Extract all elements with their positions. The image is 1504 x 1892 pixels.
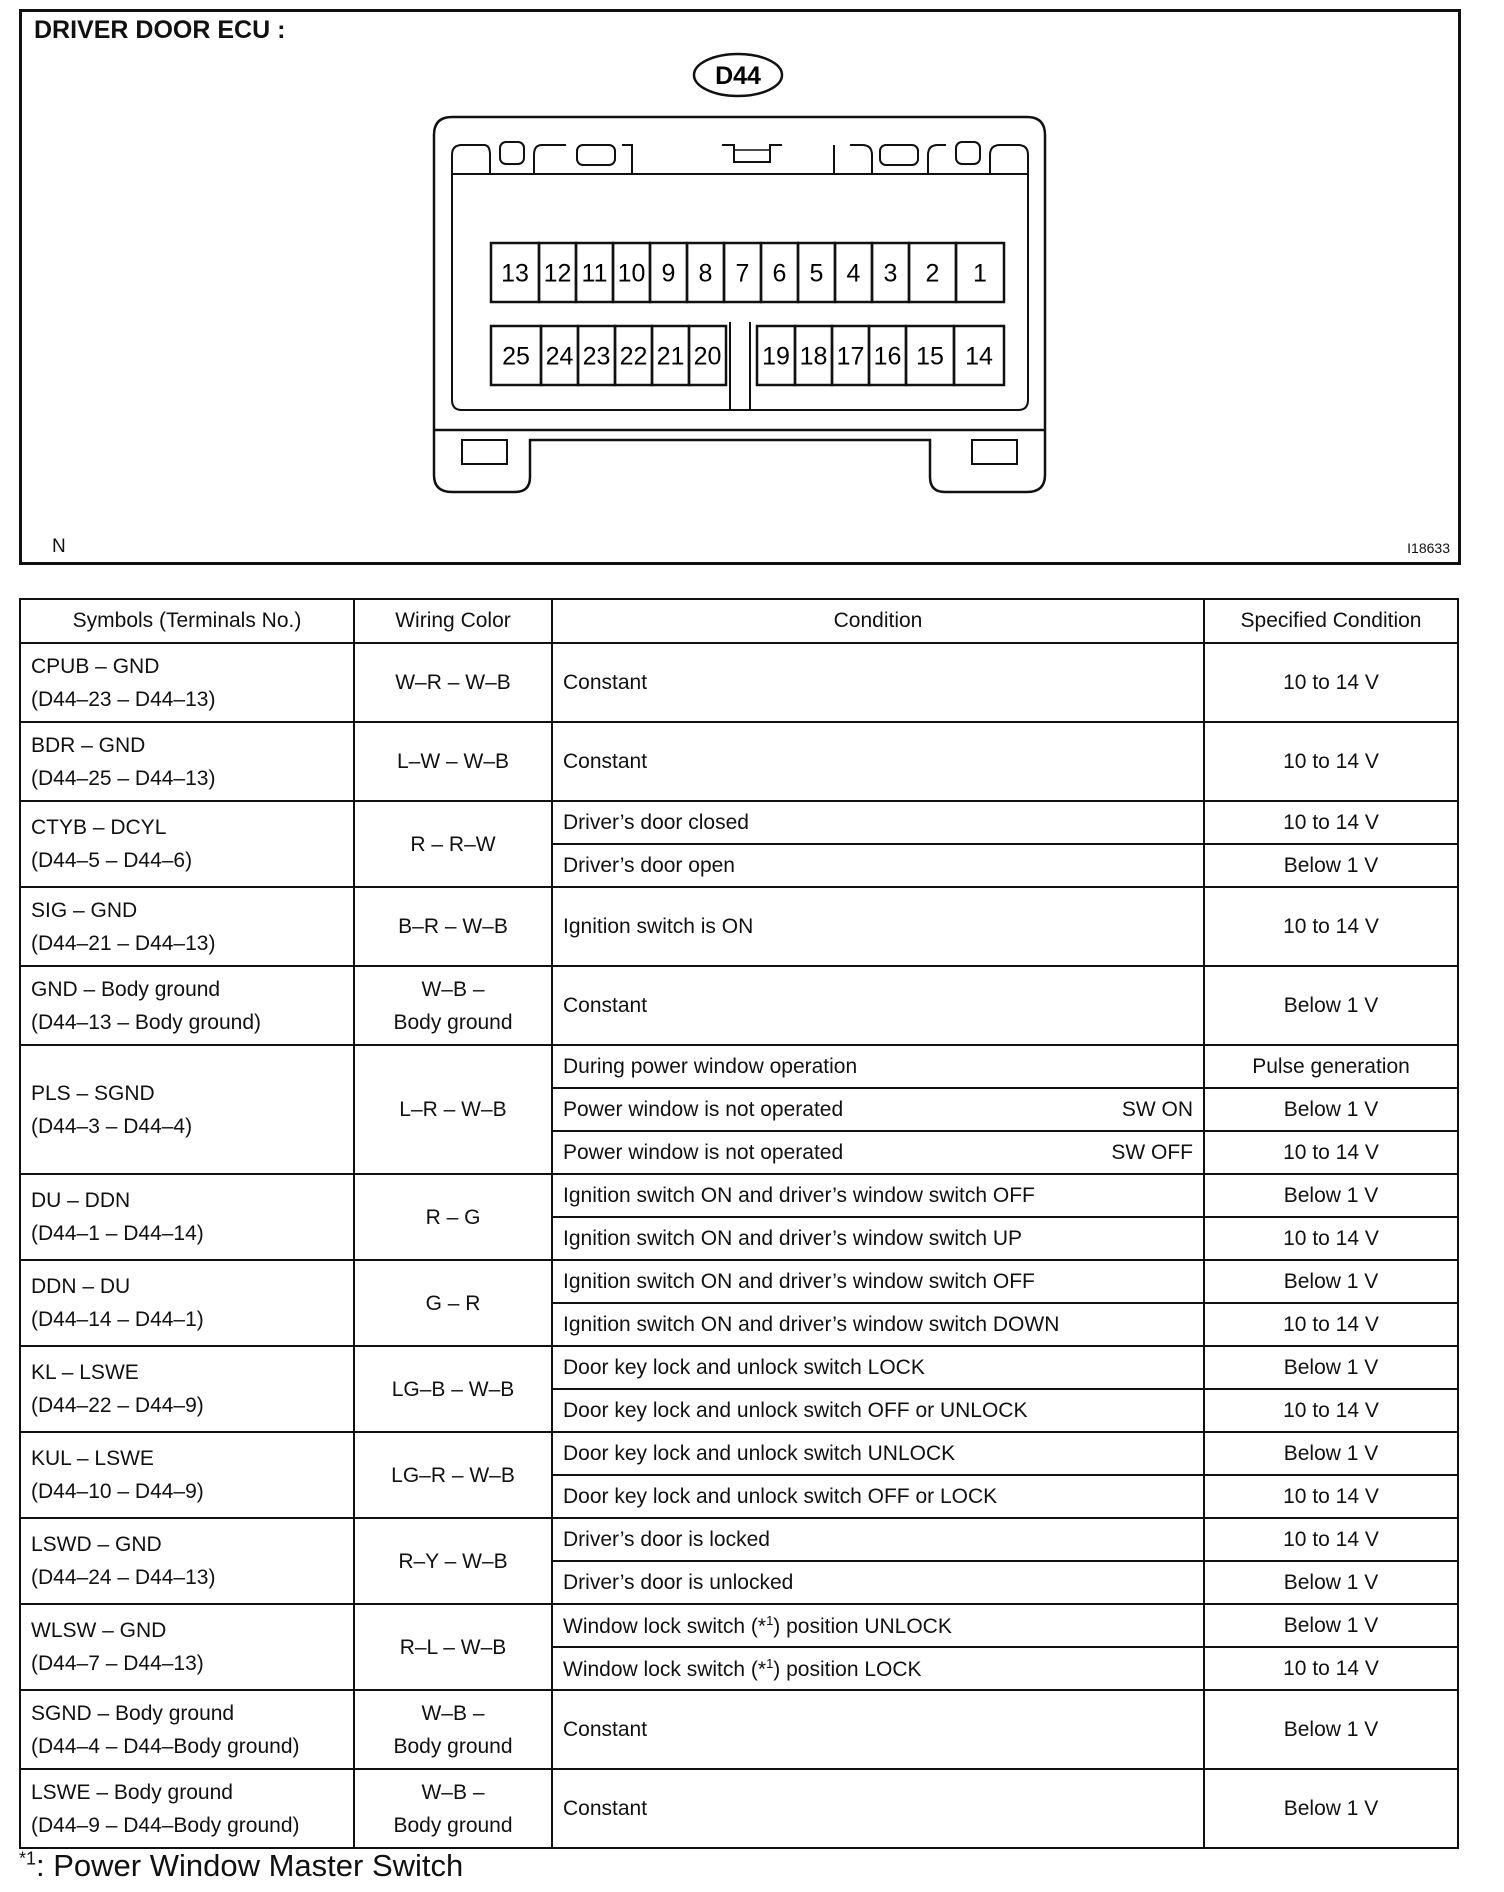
cell-wiring-color — [354, 1260, 552, 1346]
cell-condition — [552, 887, 1204, 966]
wiring-color: W–B – — [421, 977, 485, 1001]
condition-text: Ignition switch is ON — [563, 914, 754, 938]
terminal-numbers: (D44–13 – Body ground) — [31, 1010, 261, 1034]
header-condition: Condition — [552, 599, 1204, 643]
footnote — [19, 1848, 463, 1884]
wiring-color: LG–B – W–B — [391, 1377, 515, 1401]
table-row — [20, 1045, 1458, 1088]
cell-condition — [552, 1561, 1204, 1604]
wiring-color-line2: Body ground — [393, 1734, 513, 1758]
footnote-mark: *1 — [19, 1848, 37, 1869]
pin-number: 5 — [809, 259, 824, 288]
pin-number: 7 — [735, 259, 750, 288]
cell-condition — [552, 801, 1204, 844]
pin-number: 20 — [693, 342, 722, 371]
condition-text: Driver’s door is unlocked — [563, 1570, 794, 1594]
wiring-color: R–L – W–B — [399, 1635, 507, 1659]
symbol-pair: LSWD – GND — [31, 1533, 162, 1556]
wiring-color: R – G — [425, 1205, 481, 1229]
connector-housing — [434, 117, 1045, 492]
cell-specified-condition: Below 1 V — [1204, 1088, 1458, 1131]
table-header-row — [20, 599, 1458, 643]
figure-id: I18633 — [1407, 540, 1450, 556]
pin-number: 12 — [543, 259, 572, 288]
terminal-numbers: (D44–22 – D44–9) — [31, 1394, 204, 1417]
cell-condition — [552, 722, 1204, 801]
cell-condition — [552, 1647, 1204, 1690]
table-row — [20, 1769, 1458, 1848]
symbol-pair: PLS – SGND — [31, 1081, 155, 1105]
table-row — [20, 887, 1458, 966]
cell-symbols — [20, 1690, 354, 1769]
condition-text: Constant — [563, 670, 648, 694]
table-row — [20, 722, 1458, 801]
cell-wiring-color — [354, 801, 552, 887]
terminal-numbers: (D44–14 – D44–1) — [31, 1308, 204, 1331]
condition-text: Ignition switch ON and driver’s window switch OFF — [563, 1269, 1035, 1293]
cell-specified-condition: 10 to 14 V — [1204, 722, 1458, 801]
pin-number: 2 — [925, 259, 940, 288]
connector-figure — [19, 9, 1461, 565]
cell-symbols — [20, 966, 354, 1045]
wiring-color-line2: Body ground — [393, 1010, 513, 1034]
terminal-numbers: (D44–24 – D44–13) — [31, 1566, 216, 1589]
cell-specified-condition: Below 1 V — [1204, 1604, 1458, 1647]
cell-condition — [552, 844, 1204, 887]
cell-symbols — [20, 1518, 354, 1604]
cell-specified-condition: 10 to 14 V — [1204, 643, 1458, 722]
wiring-color: L–W – W–B — [396, 750, 510, 773]
cell-specified-condition: 10 to 14 V — [1204, 1131, 1458, 1174]
condition-text: Door key lock and unlock switch OFF or UNLOCK — [563, 1398, 1028, 1422]
table-body — [20, 643, 1458, 1848]
cell-symbols — [20, 801, 354, 887]
terminal-numbers: (D44–7 – D44–13) — [31, 1652, 204, 1675]
table-row — [20, 643, 1458, 722]
pin-number: 18 — [799, 342, 828, 371]
pin-number: 19 — [762, 342, 790, 371]
table-row — [20, 1432, 1458, 1475]
cell-wiring-color — [354, 1604, 552, 1690]
cell-specified-condition: 10 to 14 V — [1204, 887, 1458, 966]
symbol-pair: GND – Body ground — [31, 977, 221, 1001]
table-row — [20, 1690, 1458, 1769]
cell-wiring-color — [354, 1769, 552, 1848]
wiring-color: W–R – W–B — [395, 671, 511, 694]
pin-number: 13 — [501, 259, 529, 288]
condition-text: Constant — [563, 749, 648, 773]
cell-wiring-color — [354, 1432, 552, 1518]
wiring-color: W–B – — [421, 1780, 485, 1804]
cell-symbols — [20, 1260, 354, 1346]
terminal-numbers: (D44–21 – D44–13) — [31, 931, 216, 955]
cell-wiring-color — [354, 1690, 552, 1769]
cell-condition — [552, 1346, 1204, 1389]
wiring-color: B–R – W–B — [398, 915, 508, 938]
pin-number: 8 — [698, 259, 713, 288]
cell-condition — [552, 1604, 1204, 1647]
condition-text: Power window is not operated — [563, 1097, 844, 1121]
connector-diagram — [22, 12, 1458, 562]
pin-number: 4 — [846, 259, 861, 288]
cell-condition — [552, 1432, 1204, 1475]
terminal-numbers: (D44–9 – D44–Body ground) — [31, 1813, 300, 1837]
condition-text: Driver’s door is locked — [563, 1527, 770, 1551]
cell-specified-condition: Pulse generation — [1204, 1045, 1458, 1088]
cell-condition — [552, 1174, 1204, 1217]
figure-corner-left: N — [52, 536, 66, 557]
wiring-color: L–R – W–B — [399, 1098, 507, 1121]
cell-condition — [552, 966, 1204, 1045]
terminal-numbers: (D44–3 – D44–4) — [31, 1114, 193, 1138]
wiring-color: G – R — [425, 1291, 481, 1315]
pin-number: 15 — [916, 342, 944, 371]
cell-specified-condition: Below 1 V — [1204, 1432, 1458, 1475]
cell-specified-condition: Below 1 V — [1204, 1561, 1458, 1604]
table-row — [20, 1604, 1458, 1647]
symbol-pair: DU – DDN — [31, 1189, 131, 1212]
cell-specified-condition: 10 to 14 V — [1204, 801, 1458, 844]
condition-text: Door key lock and unlock switch LOCK — [563, 1355, 925, 1379]
cell-wiring-color — [354, 643, 552, 722]
terminal-numbers: (D44–5 – D44–6) — [31, 849, 193, 872]
wiring-color: R – R–W — [410, 832, 496, 856]
pin-number: 16 — [873, 342, 902, 371]
condition-text: Driver’s door closed — [563, 810, 749, 834]
symbol-pair: CTYB – DCYL — [31, 816, 167, 839]
terminal-numbers: (D44–25 – D44–13) — [31, 766, 216, 790]
symbol-pair: WLSW – GND — [31, 1619, 167, 1642]
terminal-numbers: (D44–23 – D44–13) — [31, 687, 216, 711]
cell-condition — [552, 1389, 1204, 1432]
cell-specified-condition: Below 1 V — [1204, 1174, 1458, 1217]
footnote-text: : Power Window Master Switch — [36, 1848, 464, 1883]
cell-condition — [552, 1217, 1204, 1260]
table-row — [20, 801, 1458, 844]
symbol-pair: LSWE – Body ground — [31, 1780, 233, 1804]
symbol-pair: CPUB – GND — [31, 654, 160, 678]
terminal-numbers: (D44–1 – D44–14) — [31, 1222, 204, 1245]
condition-text: Door key lock and unlock switch UNLOCK — [563, 1441, 956, 1465]
terminal-numbers: (D44–4 – D44–Body ground) — [31, 1734, 300, 1758]
pin-number: 6 — [772, 259, 787, 288]
cell-condition — [552, 1045, 1204, 1088]
cell-symbols — [20, 643, 354, 722]
pin-number: 14 — [965, 342, 993, 371]
symbol-pair: BDR – GND — [31, 733, 146, 757]
cell-condition — [552, 1260, 1204, 1303]
cell-condition — [552, 1303, 1204, 1346]
cell-wiring-color — [354, 1518, 552, 1604]
pin-number: 10 — [617, 259, 646, 288]
symbol-pair: SIG – GND — [31, 898, 138, 922]
cell-specified-condition: 10 to 14 V — [1204, 1303, 1458, 1346]
cell-symbols — [20, 1045, 354, 1174]
pin-number: 1 — [973, 259, 987, 288]
wiring-color-line2: Body ground — [393, 1813, 513, 1837]
pin-number: 11 — [581, 259, 608, 288]
condition-text: Constant — [563, 1717, 648, 1741]
cell-specified-condition: Below 1 V — [1204, 844, 1458, 887]
condition-text: Window lock switch (*$^1$) position LOCK — [563, 1655, 922, 1681]
cell-condition — [552, 643, 1204, 722]
cell-wiring-color — [354, 1346, 552, 1432]
cell-symbols — [20, 1346, 354, 1432]
cell-condition — [552, 1769, 1204, 1848]
wiring-color: W–B – — [421, 1701, 485, 1725]
table-row — [20, 1260, 1458, 1303]
cell-wiring-color — [354, 722, 552, 801]
symbol-pair: KUL – LSWE — [31, 1447, 154, 1470]
cell-condition — [552, 1088, 1204, 1131]
cell-condition — [552, 1518, 1204, 1561]
pin-number: 22 — [619, 342, 648, 371]
condition-text: Constant — [563, 1796, 648, 1820]
table-row — [20, 1346, 1458, 1389]
cell-symbols — [20, 722, 354, 801]
condition-text: Door key lock and unlock switch OFF or LOCK — [563, 1484, 998, 1508]
header-symbols: Symbols (Terminals No.) — [20, 599, 354, 643]
pin-number: 25 — [502, 342, 530, 371]
cell-wiring-color — [354, 1174, 552, 1260]
cell-wiring-color — [354, 1045, 552, 1174]
cell-specified-condition: Below 1 V — [1204, 966, 1458, 1045]
cell-specified-condition: 10 to 14 V — [1204, 1475, 1458, 1518]
cell-condition — [552, 1131, 1204, 1174]
pin-number: 24 — [545, 342, 574, 371]
cell-specified-condition: 10 to 14 V — [1204, 1389, 1458, 1432]
cell-specified-condition: Below 1 V — [1204, 1346, 1458, 1389]
symbol-pair: SGND – Body ground — [31, 1701, 235, 1725]
condition-text: Window lock switch (*$^1$) position UNLOCK — [563, 1612, 952, 1638]
condition-text: Ignition switch ON and driver’s window switch DOWN — [563, 1312, 1060, 1336]
condition-text: Driver’s door open — [563, 853, 735, 877]
connector-label-text: D44 — [715, 62, 761, 90]
switch-state: SW ON — [1121, 1097, 1193, 1121]
cell-condition — [552, 1690, 1204, 1769]
symbol-pair: KL – LSWE — [31, 1361, 139, 1384]
table-row — [20, 1518, 1458, 1561]
condition-text: Ignition switch ON and driver’s window switch UP — [563, 1226, 1023, 1250]
pin-number: 21 — [656, 342, 685, 371]
pin-grid — [491, 243, 1004, 385]
condition-text: During power window operation — [563, 1054, 858, 1078]
pin-number: 17 — [836, 342, 865, 371]
table-row — [20, 1174, 1458, 1217]
pin-number: 3 — [883, 259, 898, 288]
cell-symbols — [20, 887, 354, 966]
condition-text: Ignition switch ON and driver’s window switch OFF — [563, 1183, 1035, 1207]
switch-state: SW OFF — [1111, 1140, 1193, 1164]
cell-symbols — [20, 1604, 354, 1690]
terminal-spec-table — [19, 598, 1459, 1849]
figure-title: DRIVER DOOR ECU : — [34, 16, 286, 44]
cell-specified-condition: Below 1 V — [1204, 1769, 1458, 1848]
header-specified-condition: Specified Condition — [1204, 599, 1458, 643]
wiring-color: R–Y – W–B — [398, 1549, 508, 1573]
symbol-pair: DDN – DU — [31, 1275, 131, 1298]
cell-specified-condition: 10 to 14 V — [1204, 1647, 1458, 1690]
connector-label — [694, 54, 782, 96]
cell-specified-condition: 10 to 14 V — [1204, 1217, 1458, 1260]
pin-number: 23 — [582, 342, 611, 371]
cell-wiring-color — [354, 887, 552, 966]
cell-specified-condition: Below 1 V — [1204, 1260, 1458, 1303]
cell-symbols — [20, 1174, 354, 1260]
header-wiring-color: Wiring Color — [354, 599, 552, 643]
cell-specified-condition: 10 to 14 V — [1204, 1518, 1458, 1561]
cell-condition — [552, 1475, 1204, 1518]
wiring-color: LG–R – W–B — [391, 1463, 515, 1487]
condition-text: Constant — [563, 993, 648, 1017]
pin-number: 9 — [661, 259, 676, 288]
cell-symbols — [20, 1432, 354, 1518]
condition-text: Power window is not operated — [563, 1140, 844, 1164]
cell-specified-condition: Below 1 V — [1204, 1690, 1458, 1769]
terminal-numbers: (D44–10 – D44–9) — [31, 1480, 204, 1503]
cell-symbols — [20, 1769, 354, 1848]
table-row — [20, 966, 1458, 1045]
cell-wiring-color — [354, 966, 552, 1045]
